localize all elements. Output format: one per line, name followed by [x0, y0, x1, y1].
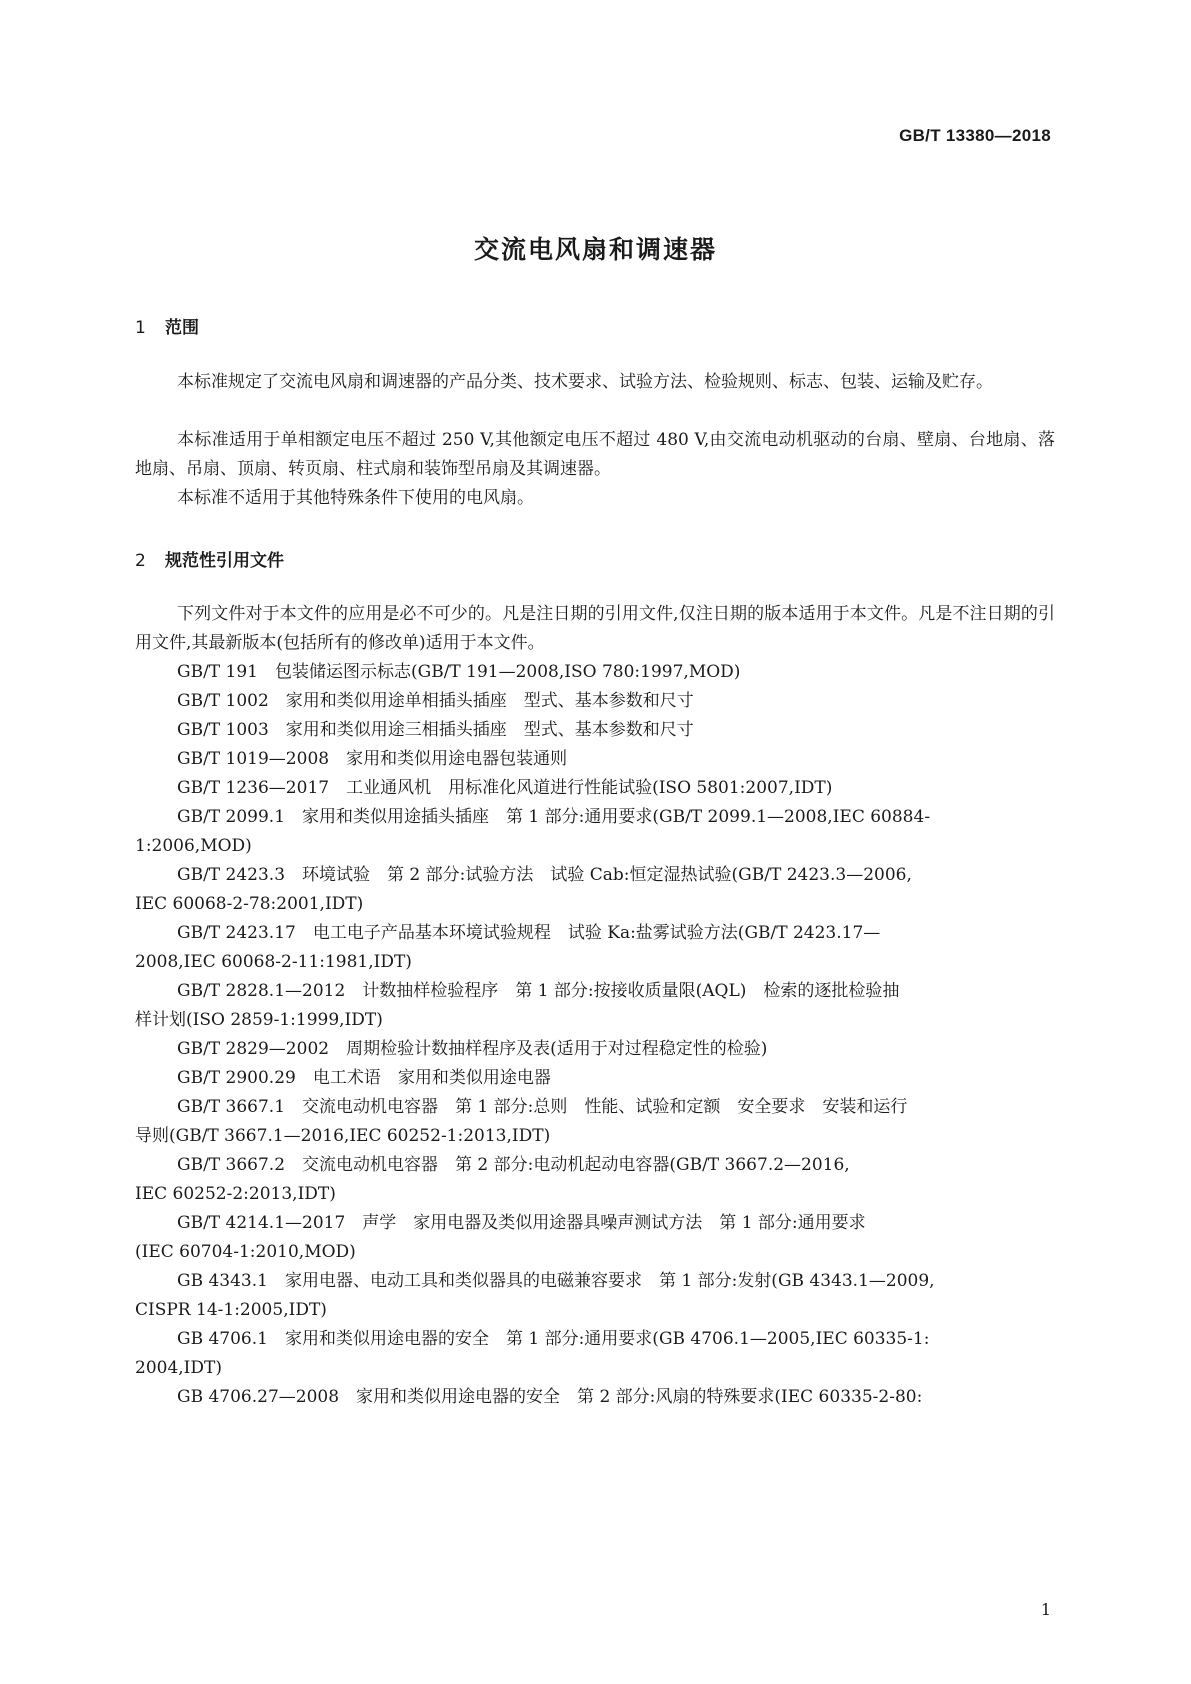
reference-item: GB/T 1003 家用和类似用途三相插头插座 型式、基本参数和尺寸: [177, 720, 694, 740]
reference-item: GB 4706.1 家用和类似用途电器的安全 第 1 部分:通用要求(GB 4706.1—2005,IEC 60335-1: 2004,IDT): [135, 1329, 930, 1378]
section-2-title: 规范性引用文件: [165, 551, 284, 571]
reference-item: GB/T 4214.1—2017 声学 家用电器及类似用途器具噪声测试方法 第 1 部分:通用要求 (IEC 60704-1:2010,MOD): [135, 1213, 866, 1262]
section-1-title: 范围: [165, 318, 199, 338]
reference-item: GB/T 2423.3 环境试验 第 2 部分:试验方法 试验 Cab:恒定湿热试验(GB/T 2423.3—2006, IEC 60068-2-78:2001,IDT): [135, 865, 912, 914]
standard-code: GB/T 13380—2018: [899, 126, 1051, 145]
reference-item: GB/T 3667.2 交流电动机电容器 第 2 部分:电动机起动电容器(GB/T 3667.2—2016, IEC 60252-2:2013,IDT): [135, 1155, 850, 1204]
scope-paragraph-1: 本标准规定了交流电风扇和调速器的产品分类、技术要求、试验方法、检验规则、标志、包装、运输及贮存。: [177, 372, 993, 392]
scope-paragraph-2: 本标准适用于单相额定电压不超过 250 V,其他额定电压不超过 480 V,由交流电动机驱动的台扇、壁扇、台地扇、落地扇、吊扇、顶扇、转页扇、柱式扇和装饰型吊扇及其调速器。: [135, 430, 1055, 479]
reference-item: GB/T 2900.29 电工术语 家用和类似用途电器: [177, 1068, 551, 1088]
document-title: 交流电风扇和调速器: [473, 235, 717, 264]
reference-item: GB 4343.1 家用电器、电动工具和类似器具的电磁兼容要求 第 1 部分:发射(GB 4343.1—2009, CISPR 14-1:2005,IDT): [135, 1271, 935, 1320]
reference-item: GB/T 1019—2008 家用和类似用途电器包装通则: [177, 749, 568, 769]
section-2-heading: [135, 546, 284, 571]
scope-paragraph-3: 本标准不适用于其他特殊条件下使用的电风扇。: [177, 488, 534, 508]
reference-item: GB/T 3667.1 交流电动机电容器 第 1 部分:总则 性能、试验和定额 安全要求 安装和运行 导则(GB/T 3667.1—2016,IEC 60252-1:2013,IDT): [135, 1097, 908, 1146]
section-1-number: 1: [135, 318, 146, 338]
reference-item: GB/T 2828.1—2012 计数抽样检验程序 第 1 部分:按接收质量限(AQL) 检索的逐批检验抽 样计划(ISO 2859-1:1999,IDT): [135, 981, 900, 1030]
section-2-number: 2: [135, 551, 146, 571]
reference-item: GB/T 2099.1 家用和类似用途插头插座 第 1 部分:通用要求(GB/T 2099.1—2008,IEC 60884- 1:2006,MOD): [135, 807, 931, 856]
section-1-heading: [135, 313, 199, 338]
reference-item: GB/T 2423.17 电工电子产品基本环境试验规程 试验 Ka:盐雾试验方法(GB/T 2423.17— 2008,IEC 60068-2-11:1981,IDT): [135, 923, 881, 972]
reference-item: GB/T 191 包装储运图示标志(GB/T 191—2008,ISO 780:1997,MOD): [177, 662, 741, 682]
references-intro: 下列文件对于本文件的应用是必不可少的。凡是注日期的引用文件,仅注日期的版本适用于本文件。凡是不注日期的引用文件,其最新版本(包括所有的修改单)适用于本文件。: [135, 604, 1055, 653]
reference-item: GB/T 2829—2002 周期检验计数抽样程序及表(适用于对过程稳定性的检验): [177, 1039, 768, 1059]
page-number: 1: [1040, 1600, 1051, 1619]
reference-item: GB/T 1236—2017 工业通风机 用标准化风道进行性能试验(ISO 5801:2007,IDT): [177, 778, 833, 798]
reference-item: GB/T 1002 家用和类似用途单相插头插座 型式、基本参数和尺寸: [177, 691, 694, 711]
reference-item: GB 4706.27—2008 家用和类似用途电器的安全 第 2 部分:风扇的特殊要求(IEC 60335-2-80:: [177, 1387, 923, 1407]
